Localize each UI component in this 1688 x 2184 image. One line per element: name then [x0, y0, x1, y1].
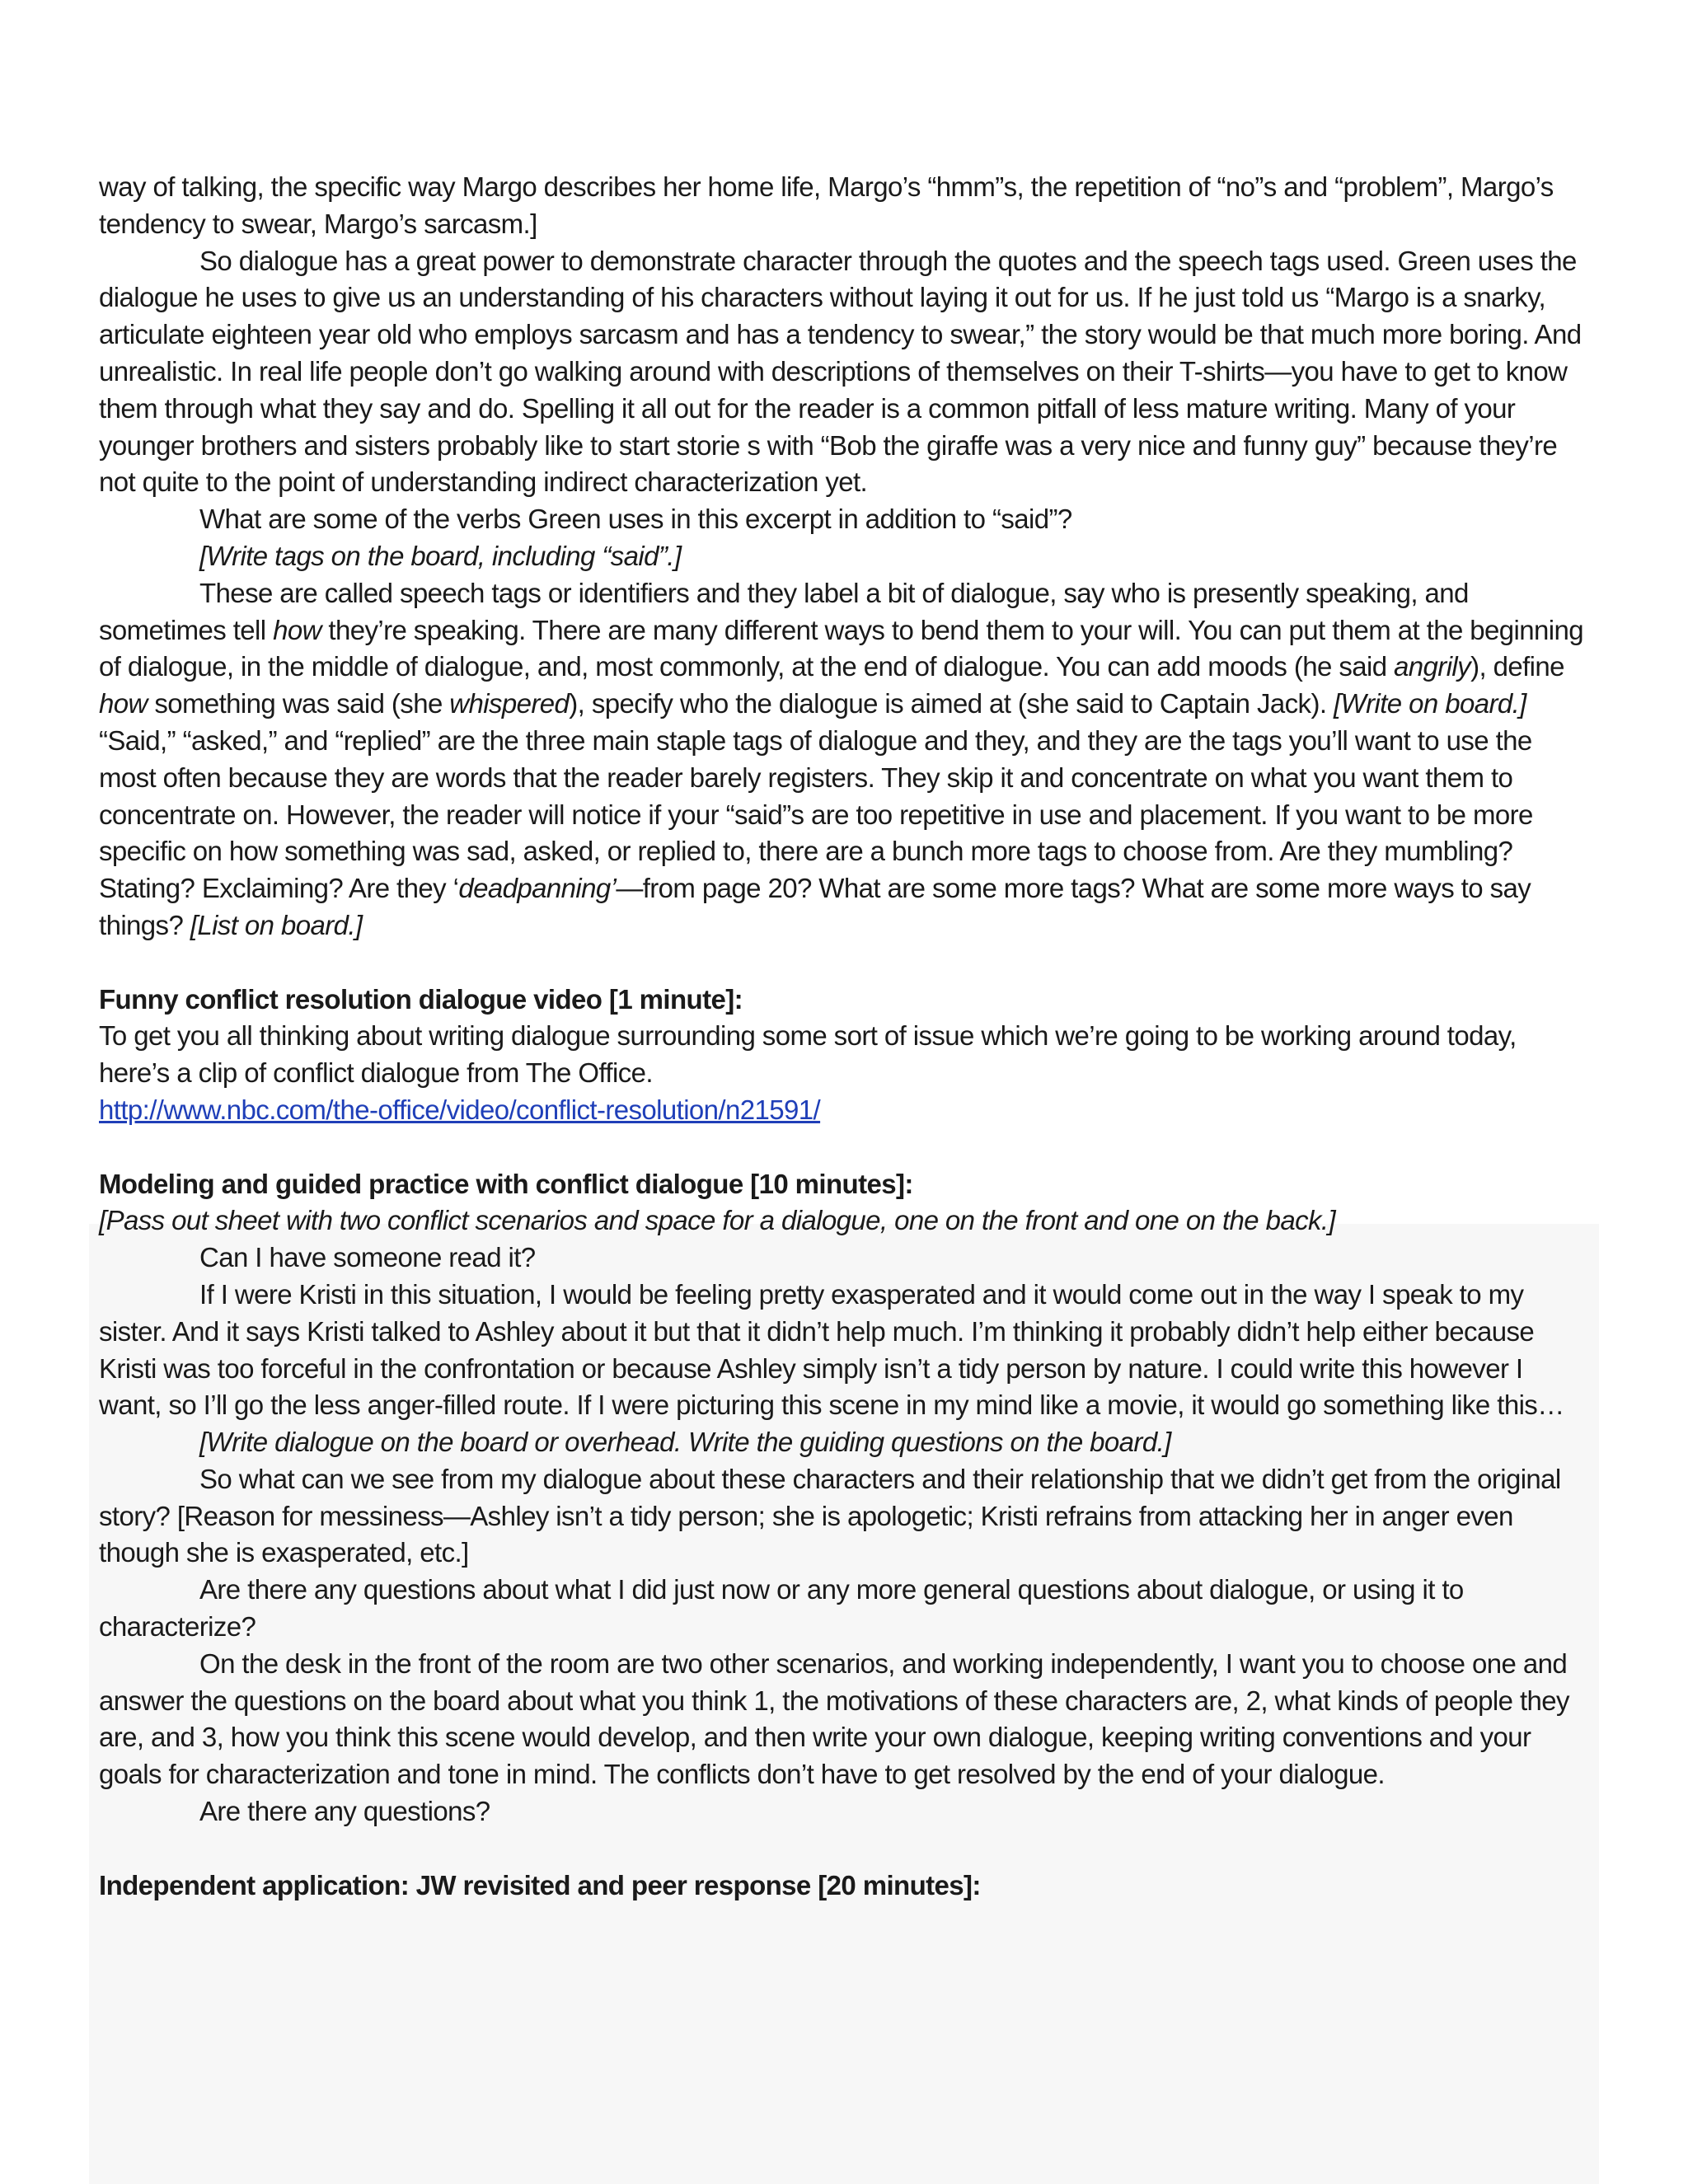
speech-tags-emphasis-7: [List on board.]	[190, 909, 363, 940]
speech-tags-text-2: they’re speaking. There are many different ways to bend them to your will. You can put them at the beginning of dialogue, in the middle of dialogue, and, most commonly, at the end of dialogue. You can add moods (he said	[99, 614, 1583, 682]
speech-tags-text-5: ), specify who the dialogue is aimed at (she said to Captain Jack).	[569, 688, 1334, 719]
speech-tags-text-7: —from page 20? What are some more tags? What are some more ways to say things?	[99, 873, 1531, 940]
spacer	[99, 1830, 1591, 1868]
speech-tags-text-6: “Said,” “asked,” and “replied” are the three main staple tags of dialogue and they, and they are the tags you’ll want to use the most often because they are words that the reader barely registers. They skip it and concentrate on what you want them to concentrate on. However, the reader will notice if your “said”s are too repetitive in use and placement. If you want to be more specific on how something was sad, asked, or replied to, there are a bunch more tags to choose from. Are they mumbling? Stating? Exclaiming? Are they ‘	[99, 724, 1533, 904]
video-link[interactable]: http://www.nbc.com/the-office/video/conflict-resolution/n21591/	[99, 1094, 821, 1125]
section-heading-independent: Independent application: JW revisited and peer response [20 minutes]:	[99, 1869, 981, 1900]
speech-tags-emphasis-5: [Write on board.]	[1334, 688, 1526, 719]
speech-tags-emphasis-2: angrily	[1394, 651, 1471, 682]
spacer	[99, 944, 1591, 982]
question-any-questions: Are there any questions?	[199, 1796, 490, 1827]
section-heading-modeling: Modeling and guided practice with conflict dialogue [10 minutes]:	[99, 1168, 913, 1199]
speech-tags-emphasis-4: whispered	[449, 688, 570, 719]
paragraph-any-questions-dialogue: Are there any questions about what I did just now or any more general questions about dialogue, or using it to characterize?	[99, 1574, 1464, 1643]
speech-tags-text-1: These are called speech tags or identifiers and they label a bit of dialogue, say who is presently speaking, and sometimes tell	[99, 577, 1469, 645]
instruction-write-tags: [Write tags on the board, including “said”.]	[199, 540, 682, 571]
question-verbs: What are some of the verbs Green uses in this excerpt in addition to “said”?	[199, 504, 1072, 535]
section-heading-video: Funny conflict resolution dialogue video [1 minute]:	[99, 983, 743, 1015]
instruction-pass-out-sheet: [Pass out sheet with two conflict scenarios and space for a dialogue, one on the front and one on the back.]	[99, 1205, 1336, 1236]
paragraph-video-intro: To get you all thinking about writing dialogue surrounding some sort of issue which we’re going to be working around today, here’s a clip of conflict dialogue from The Office.	[99, 1020, 1517, 1089]
instruction-write-dialogue: [Write dialogue on the board or overhead. Write the guiding questions on the board.]	[199, 1427, 1171, 1458]
paragraph-what-can-we-see: So what can we see from my dialogue about these characters and their relationship that we didn’t get from the original story? [Reason for messiness—Ashley isn’t a tidy person; she is apologetic; Kristi refrains from attacking her in anger even though she is exasperated, etc.]	[99, 1463, 1561, 1568]
speech-tags-emphasis-6: deadpanning’	[458, 873, 617, 904]
spacer	[99, 1129, 1591, 1166]
paragraph-continuation: way of talking, the specific way Margo describes her home life, Margo’s “hmm”s, the repetition of “no”s and “problem”, Margo’s tendency to swear, Margo’s sarcasm.]	[99, 171, 1554, 239]
paragraph-other-scenarios: On the desk in the front of the room are two other scenarios, and working independently, I want you to choose one and answer the questions on the board about what you think 1, the motivations of these characters are, 2, what kinds of people they are, and 3, how you think this scene would develop, and then write your own dialogue, keeping writing conventions and your goals for characterization and tone in mind. The conflicts don’t have to get resolved by the end of your dialogue.	[99, 1647, 1569, 1790]
document-page	[99, 169, 1591, 1904]
speech-tags-emphasis-1: how	[273, 614, 321, 645]
paragraph-speech-tags	[99, 575, 1591, 944]
speech-tags-emphasis-3: how	[99, 688, 148, 719]
paragraph-kristi: If I were Kristi in this situation, I would be feeling pretty exasperated and it would come out in the way I speak to my sister. And it says Kristi talked to Ashley about it but that it didn’t help much. I’m thinking it probably didn’t help either because Kristi was too forceful in the confrontation or because Ashley simply isn’t a tidy person by nature. I could write this however I want, so I’ll go the less anger-filled route. If I were picturing this scene in my mind like a movie, it would go something like this…	[99, 1278, 1564, 1421]
speech-tags-text-4: something was said (she	[147, 688, 450, 719]
question-read-it: Can I have someone read it?	[199, 1242, 536, 1273]
paragraph-dialogue-power: So dialogue has a great power to demonstrate character through the quotes and the speech tags used. Green uses the dialogue he uses to give us an understanding of his characters without laying it out for us. If he just told us “Margo is a snarky, articulate eighteen year old who employs sarcasm and has a tendency to swear,” the story would be that much more boring. And unrealistic. In real life people don’t go walking around with descriptions of themselves on their T-shirts—you have to get to know them through what they say and do. Spelling it all out for the reader is a common pitfall of less mature writing. Many of your younger brothers and sisters probably like to start storie s with “Bob the giraffe was a very nice and funny guy” because they’re not quite to the point of understanding indirect characterization yet.	[99, 245, 1582, 498]
speech-tags-text-3: ), define	[1470, 651, 1564, 682]
